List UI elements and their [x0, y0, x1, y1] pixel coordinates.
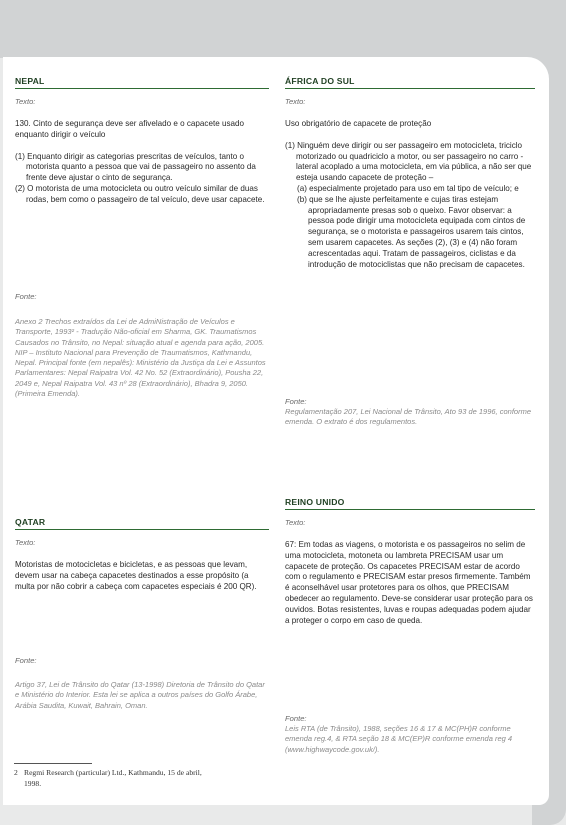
top-band	[0, 0, 566, 58]
uk-source	[285, 714, 535, 755]
country-heading-africa: ÁFRICA DO SUL	[285, 76, 355, 86]
text-label: Texto:	[15, 97, 36, 106]
qatar-source	[15, 656, 269, 711]
law-intro: Uso obrigatório de capacete de proteção	[285, 119, 432, 128]
law-item: (2) O motorista de uma motocicleta ou outro veículo similar de duas rodas, bem como o passageiro de tal veículo, deve usar capacete.	[15, 183, 265, 204]
source-text: Regulamentação 207, Lei Nacional de Trânsito, Ato 93 de 1996, conforme emenda. O extrato é dos regulamentos.	[285, 407, 531, 427]
heading-rule	[15, 88, 269, 89]
heading-rule	[15, 529, 269, 530]
source-label: Fonte:	[15, 656, 37, 665]
heading-rule	[285, 509, 535, 510]
law-item: (1) Ninguém deve dirigir ou ser passageiro em motocicleta, triciclo motorizado ou quadriciclo a motor, ou ser passageiro no carro - lateral acoplado a uma motocicleta, em via pública, a não ser que esteja usando capacete de proteção –	[285, 140, 532, 183]
law-intro: 130. Cinto de segurança deve ser afivelado e o capacete usado enquanto dirigir o veículo	[15, 119, 245, 139]
country-heading-qatar: QATAR	[15, 517, 46, 527]
qatar-section	[15, 517, 269, 592]
africa-section	[285, 76, 535, 270]
country-heading-nepal: NEPAL	[15, 76, 45, 86]
source-label: Fonte:	[285, 714, 307, 723]
footnote-text-cont: 1998.	[24, 778, 42, 788]
source-text: Leis RTA (de Trânsito), 1988, seções 16 & 17 & MC(PH)R conforme emenda reg.4, & RTA seção 18 & MC(EP)R conforme emenda reg 4 (www.highwaycode.gov.uk/).	[285, 724, 513, 754]
africa-source	[285, 397, 535, 428]
law-body: Motoristas de motocicletas e bicicletas, e as pessoas que levam, devem usar na cabeça capacetes destinados a esse propósito (a multa por não cobrir a cabeça com capacetes especiais é 200 QR).	[15, 560, 257, 591]
heading-rule	[285, 88, 535, 89]
footnote-rule	[14, 763, 92, 764]
source-text: Anexo 2 Trechos extraídos da Lei de AdmiNistração de Veículos e Transporte, 1993² - Tradução Não-oficial em Sharma, GK. Traumatismos Causados no Trânsito, no Nepal: situação atual e agenda para ação, 2005. NIP – Instituto Nacional para Prevenção de Traumatismos, Kathmandu, Nepal. Principal fonte (em nepalês): Ministério da Justiça da Lei e Assuntos Parlamentares: Nepal Raipatra Vol. 42 No. 52 (Extraordinário), Pousha 22, 2049 e, Nepal Raipatra Vol. 43 nº 28 (Extraordinário), Bhadra 9, 2050. (Primeira Emenda).	[15, 317, 266, 399]
footnote-number: 2	[14, 768, 18, 777]
text-label: Texto:	[285, 518, 306, 527]
law-body: 67: Em todas as viagens, o motorista e os passageiros no selim de uma motocicleta, motoneta ou lambreta PRECISAM usar um capacete de proteção. Os capacetes PRECISAM estar de acordo com o regulamento e PRECISAM estar presos firmemente. Também é aconselhável usar protetores para os olhos, que PRECISAM obedecer ao regulamento. Deve-se considerar usar proteção para os ouvidos. Botas resistentes, luvas e roupas adequadas podem ajudar a proteger o corpo em caso de queda.	[285, 540, 533, 625]
nepal-source	[15, 292, 269, 399]
text-label: Texto:	[285, 97, 306, 106]
country-heading-uk: REINO UNIDO	[285, 497, 345, 507]
uk-section	[285, 497, 535, 626]
nepal-section	[15, 76, 269, 206]
source-label: Fonte:	[285, 397, 307, 406]
law-item: (1) Enquanto dirigir as categorias prescritas de veículos, tanto o motorista quanto a pessoa que vai de passageiro no assento da frente deve ajustar o cinto de segurança.	[15, 151, 256, 183]
law-subitem: (a) especialmente projetado para uso em tal tipo de veículo; e	[297, 183, 519, 193]
source-label: Fonte:	[15, 292, 37, 301]
footnote	[14, 768, 274, 789]
law-subitem: (b) que se lhe ajuste perfeitamente e cujas tiras estejam apropriadamente presas sob o queixo. Favor observar: a pessoa pode dirigir uma motocicleta equipada com cintos de segurança, se o motorista e passageiros usarem tais cintos, sem usarem capacetes. As seções (2), (3) e (4) não foram acrescentadas aqui. Tratam de passageiros, ciclistas e da introdução de motociclistas que não precisam de capacetes.	[297, 194, 526, 269]
source-text: Artigo 37, Lei de Trânsito do Qatar (13-1998) Diretoria de Trânsito do Qatar e Ministério do Interior. Esta lei se aplica a outros países do Golfo Árabe, Arábia Saudita, Kuwait, Bahrain, Oman.	[15, 680, 265, 710]
text-label: Texto:	[15, 538, 36, 547]
footnote-text: Regmi Research (particular) Ltd., Kathmandu, 15 de abril,	[24, 768, 202, 777]
